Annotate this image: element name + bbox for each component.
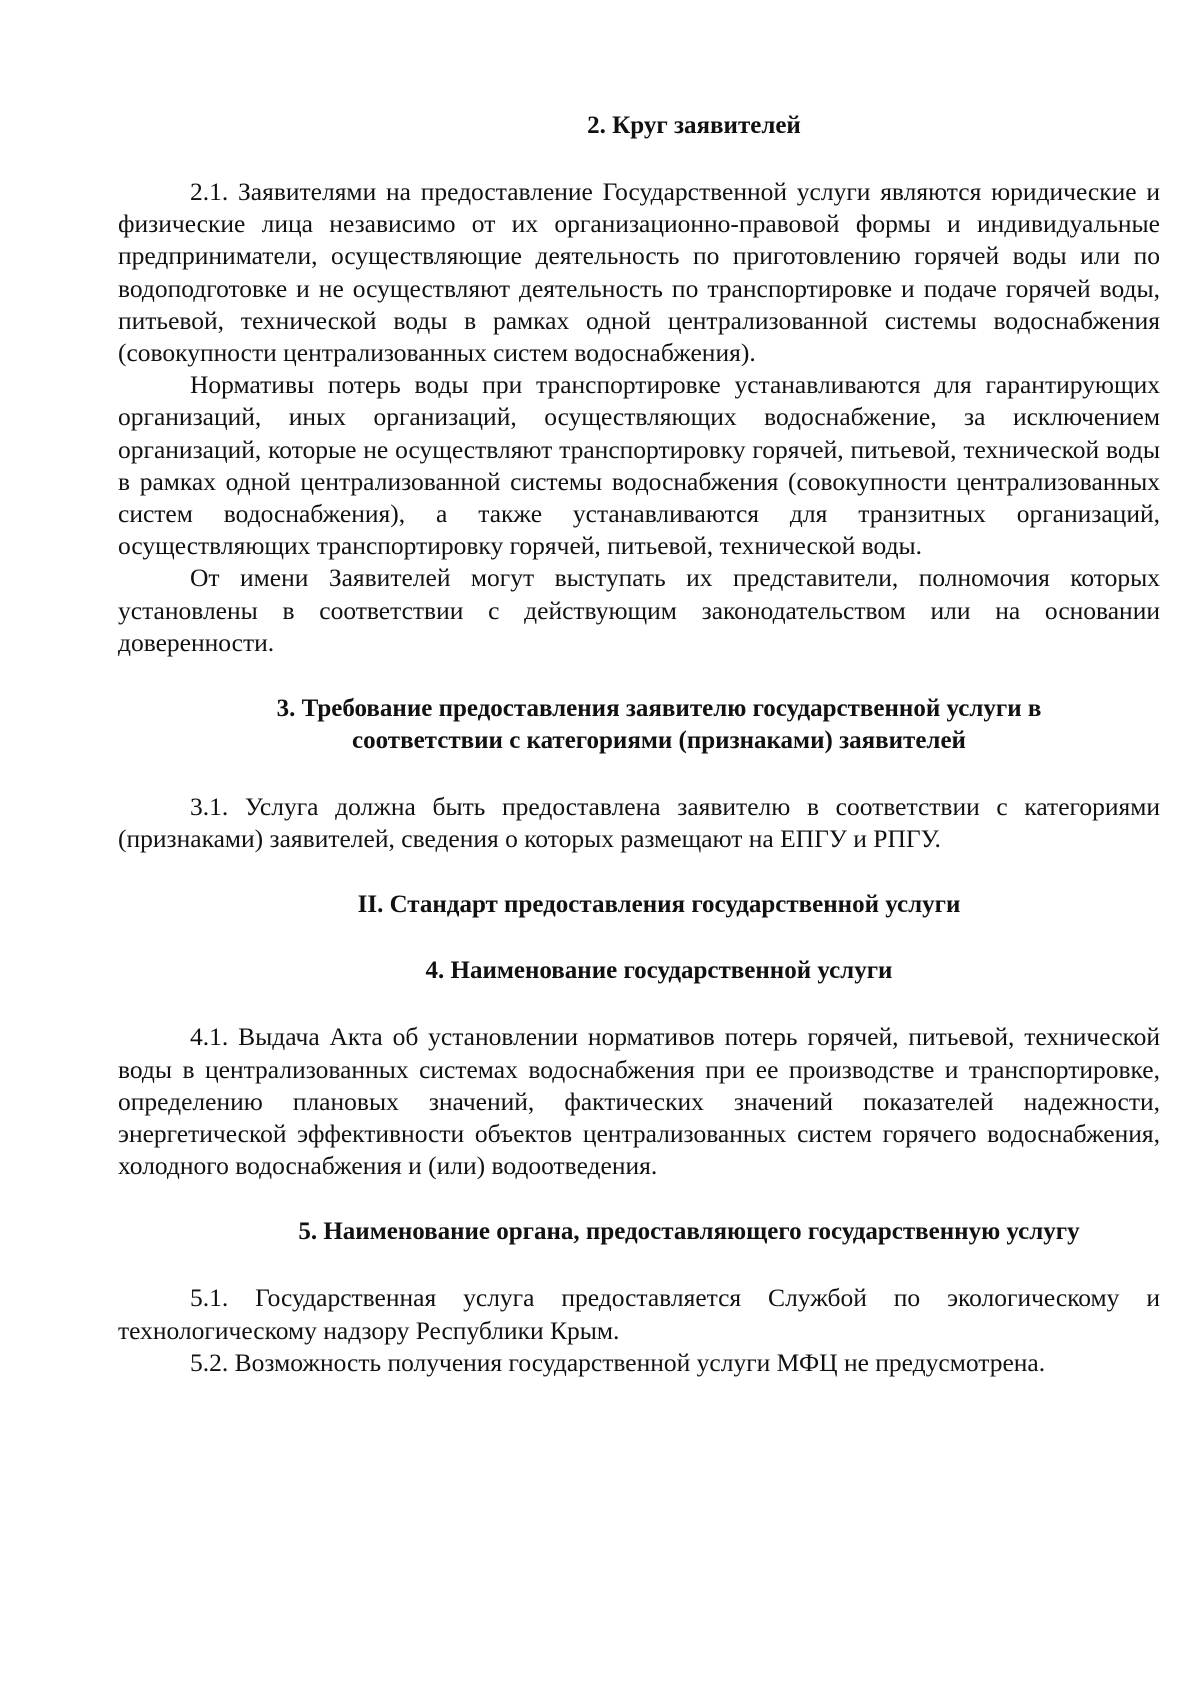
section-3-heading-line2: соответствии с категориями (признаками) заявителей	[352, 727, 966, 755]
document-page	[118, 110, 1160, 1379]
section-2-heading: 2. Круг заявителей	[587, 112, 801, 139]
paragraph-4-1: 4.1. Выдача Акта об установлении нормативов потерь горячей, питьевой, технической воды в централизованных системах водоснабжения при ее производстве и транспортировке, определению плановых значений, фактических значений показателей надежности, энергетической эффективности объектов централизованных систем горячего водоснабжения, холодного водоснабжения и (или) водоотведения.	[118, 1022, 1160, 1181]
section-4-heading: 4. Наименование государственной услуги	[425, 957, 893, 985]
part-II-heading: II. Стандарт предоставления государственной услуги	[357, 891, 961, 919]
section-3-heading	[118, 693, 1160, 757]
paragraph-5-2: 5.2. Возможность получения государственной услуги МФЦ не предусмотрена.	[190, 1347, 1046, 1377]
paragraph-2-norms: Нормативы потерь воды при транспортировке устанавливаются для гарантирующих организаций, иных организаций, осуществляющих водоснабжение, за исключением организаций, которые не осуществляют транспортировку горячей, питьевой, технической воды в рамках одной централизованной системы водоснабжения (совокупности централизованных систем водоснабжения), а также устанавливаются для транзитных организаций, осуществляющих транспортировку горячей, питьевой, технической воды.	[118, 370, 1160, 561]
paragraph-5-1: 5.1. Государственная услуга предоставляется Службой по экологическому и технологическому надзору Республики Крым.	[118, 1283, 1160, 1345]
paragraph-3-1: 3.1. Услуга должна быть предоставлена заявителю в соответствии с категориями (признаками) заявителей, сведения о которых размещают на ЕПГУ и РПГУ.	[118, 792, 1160, 854]
section-3-heading-line1: 3. Требование предоставления заявителю государственной услуги в	[276, 695, 1042, 723]
paragraph-2-1: 2.1. Заявителями на предоставление Государственной услуги являются юридические и физические лица независимо от их организационно-правовой формы и индивидуальные предприниматели, осуществляющие деятельность по приготовлению горячей воды или по водоподготовке и не осуществляют деятельность по транспортировке и подаче горячей воды, питьевой, технической воды в рамках одной централизованной системы водоснабжения (совокупности централизованных систем водоснабжения).	[118, 177, 1160, 368]
paragraph-2-representatives: От имени Заявителей могут выступать их представители, полномочия которых установлены в соответствии с действующим законодательством или на основании доверенности.	[118, 563, 1160, 657]
section-5-heading: 5. Наименование органа, предоставляющего государственную услугу	[298, 1218, 1080, 1246]
